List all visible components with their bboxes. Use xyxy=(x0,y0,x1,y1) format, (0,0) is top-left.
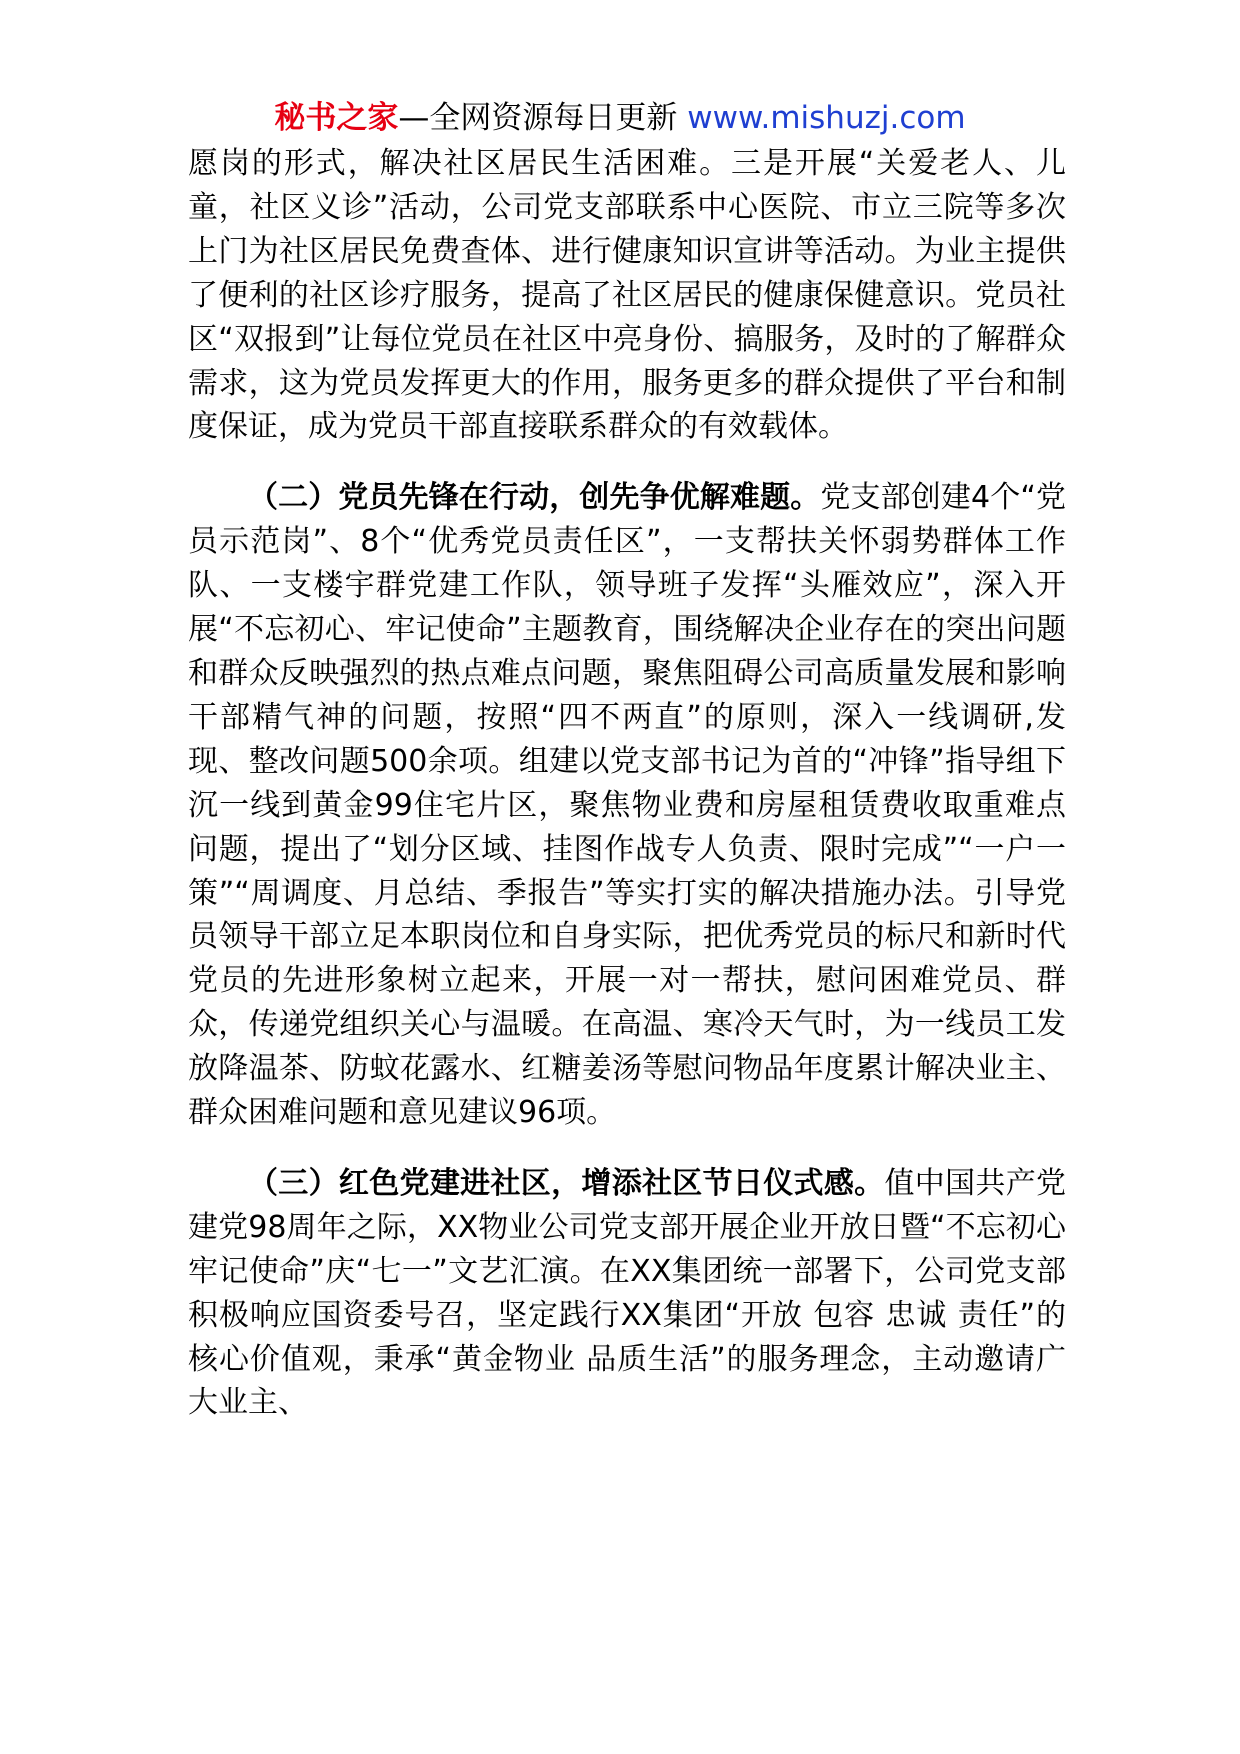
header-slogan: —全网资源每日更新 xyxy=(398,100,678,136)
paragraph-2-text: 党支部创建4个“党员示范岗”、8个“优秀党员责任区”，一支帮扶关怀弱势群体工作队、一支楼宇群党建工作队，领导班子发挥“头雁效应”，深入开展“不忘初心、牢记使命”主题教育，围绕解决企业存在的突出问题和群众反映强烈的热点难点问题，聚焦阻碍公司高质量发展和影响干部精气神的问题，按照“四不两直”的原则，深入一线调研,发现、整改问题500余项。组建以党支部书记为首的“冲锋”指导组下沉一线到黄金99住宅片区，聚焦物业费和房屋租赁费收取重难点问题，提出了“划分区域、挂图作战专人负责、限时完成”“一户一策”“周调度、月总结、季报告”等实打实的解决措施办法。引导党员领导干部立足本职岗位和自身实际，把优秀党员的标尺和新时代党员的先进形象树立起来，开展一对一帮扶，慰问困难党员、群众，传递党组织关心与温暖。在高温、寒冷天气时，为一线员工发放降温茶、防蚊花露水、红糖姜汤等慰问物品年度累计解决业主、群众困难问题和意见建议96项。 xyxy=(188,480,1066,1131)
header-site-link[interactable]: www.mishuzj.com xyxy=(677,100,966,136)
document-body xyxy=(188,142,1066,1425)
paragraph-3-text: 值中国共产党建党98周年之际，XX物业公司党支部开展企业开放日暨“不忘初心 牢记使命”庆“七一”文艺汇演。在XX集团统一部署下，公司党支部积极响应国资委号召，坚定践行XX集团“开放 包容 忠诚 责任”的核心价值观，秉承“黄金物业 品质生活”的服务理念，主动邀请广大业主、 xyxy=(188,1165,1067,1421)
paragraph-2-heading: （二）党员先锋在行动，创先争优解难题。 xyxy=(248,480,821,516)
paragraph-2 xyxy=(188,476,1066,1135)
paragraph-1 xyxy=(188,142,1066,449)
header-brand: 秘书之家 xyxy=(274,100,399,136)
paragraph-3-heading: （三）红色党建进社区，增添社区节日仪式感。 xyxy=(248,1165,885,1201)
paragraph-1-text: 愿岗的形式，解决社区居民生活困难。三是开展“关爱老人、儿童，社区义诊”活动，公司党支部联系中心医院、市立三院等多次上门为社区居民免费查体、进行健康知识宣讲等活动。为业主提供了便利的社区诊疗服务，提高了社区居民的健康保健意识。党员社区“双报到”让每位党员在社区中亮身份、搞服务，及时的了解群众需求，这为党员发挥更大的作用，服务更多的群众提供了平台和制度保证，成为党员干部直接联系群众的有效载体。 xyxy=(188,146,1066,445)
paragraph-3 xyxy=(188,1162,1066,1425)
page-header xyxy=(0,98,1240,138)
